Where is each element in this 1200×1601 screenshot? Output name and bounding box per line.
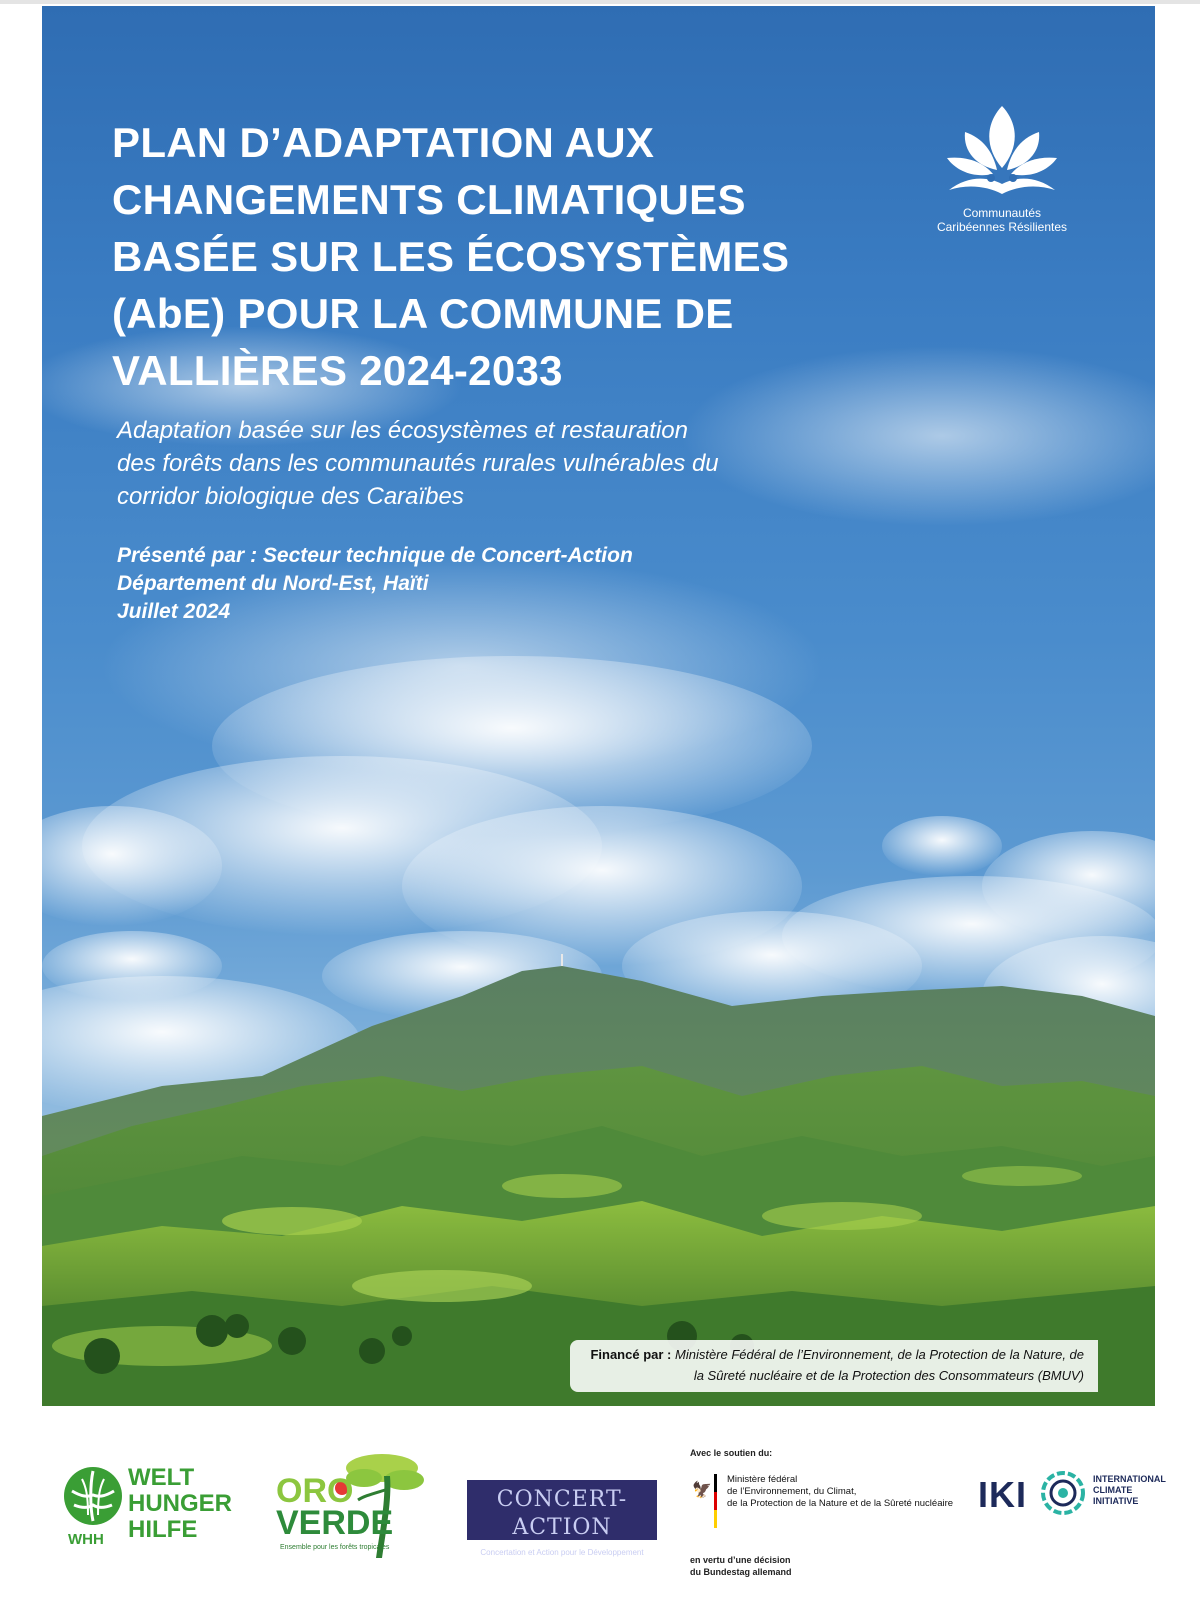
- concert-action-name: CONCERT-ACTION: [496, 1487, 628, 1540]
- funding-label: Financé par :: [590, 1347, 672, 1362]
- federal-eagle-icon: 🦅: [692, 1482, 712, 1499]
- lotus-plant-icon: [947, 106, 1057, 206]
- top-divider: [0, 0, 1200, 4]
- oro-verde-tagline: Ensemble pour les forêts tropicales: [280, 1544, 390, 1551]
- funding-text-2: la Sûreté nucléaire et de la Protection des Consommateurs (BMUV): [693, 1368, 1084, 1383]
- document-subtitle: [117, 414, 719, 513]
- title-line: VALLIÈRES 2024-2033: [112, 347, 563, 394]
- title-line: BASÉE SUR LES ÉCOSYSTÈMES: [112, 233, 790, 280]
- concert-action-subtitle: Concertation et Action pour le Développement: [480, 1548, 644, 1557]
- title-line: (AbE) POUR LA COMMUNE DE: [112, 290, 734, 337]
- iki-globe-icon: [1040, 1470, 1086, 1516]
- title-line: CHANGEMENTS CLIMATIQUES: [112, 176, 746, 223]
- decision-line: en vertu d’une décision: [690, 1555, 791, 1565]
- cover-image: [42, 6, 1155, 1406]
- support-label: Avec le soutien du:: [690, 1448, 773, 1458]
- ccr-logo: [922, 106, 1082, 234]
- whh-line: HILFE: [128, 1516, 198, 1543]
- whh-line: HUNGER: [128, 1490, 233, 1517]
- oro-wordmark: ORO: [276, 1472, 354, 1510]
- bmu-logo: [685, 1448, 954, 1588]
- subtitle-line: des forêts dans les communautés rurales vulnérables du: [117, 450, 719, 477]
- funding-line-1: [570, 1344, 1084, 1365]
- iki-logo: [978, 1468, 1178, 1528]
- welthungerhilfe-logo: [62, 1465, 252, 1555]
- ccr-logo-line1: Communautés: [962, 206, 1042, 220]
- verde-wordmark: VERDE: [276, 1504, 394, 1542]
- whh-abbreviation: WHH: [68, 1531, 104, 1548]
- iki-line: INTERNATIONAL: [1093, 1474, 1166, 1484]
- iki-text: [1093, 1474, 1166, 1507]
- ministry-line: Ministère fédéral: [727, 1474, 798, 1485]
- whh-wordmark: [128, 1465, 232, 1543]
- subtitle-line: Adaptation basée sur les écosystèmes et restauration: [117, 417, 688, 444]
- decision-line: du Bundestag allemand: [690, 1567, 792, 1577]
- oro-verde-logo: [272, 1450, 432, 1560]
- ccr-logo-line2: Caribéennes Résilientes: [936, 220, 1068, 234]
- title-line: PLAN D’ADAPTATION AUX: [112, 119, 655, 166]
- document-title: [112, 114, 789, 399]
- iki-line: INITIATIVE: [1093, 1496, 1139, 1506]
- german-flag-icon: [714, 1474, 717, 1528]
- whh-line: WELT: [128, 1464, 195, 1491]
- presented-by-block: [117, 542, 633, 626]
- ministry-name: [727, 1474, 953, 1510]
- bundestag-decision: [690, 1554, 792, 1578]
- iki-line: CLIMATE: [1093, 1485, 1133, 1495]
- presented-line: Présenté par : Secteur technique de Concert-Action: [117, 544, 633, 567]
- ministry-line: de l’Environnement, du Climat,: [727, 1486, 857, 1497]
- iki-wordmark: IKI: [978, 1474, 1028, 1515]
- presented-line: Juillet 2024: [117, 600, 231, 623]
- funding-text-1: Ministère Fédéral de l’Environnement, de la Protection de la Nature, de: [675, 1347, 1084, 1362]
- presented-line: Département du Nord-Est, Haïti: [117, 572, 429, 595]
- concert-action-logo: [467, 1480, 657, 1557]
- subtitle-line: corridor biologique des Caraïbes: [117, 483, 464, 510]
- funding-notice: [570, 1340, 1098, 1392]
- globe-leaf-icon: [62, 1465, 124, 1527]
- ministry-line: de la Protection de la Nature et de la Sûreté nucléaire: [727, 1498, 954, 1509]
